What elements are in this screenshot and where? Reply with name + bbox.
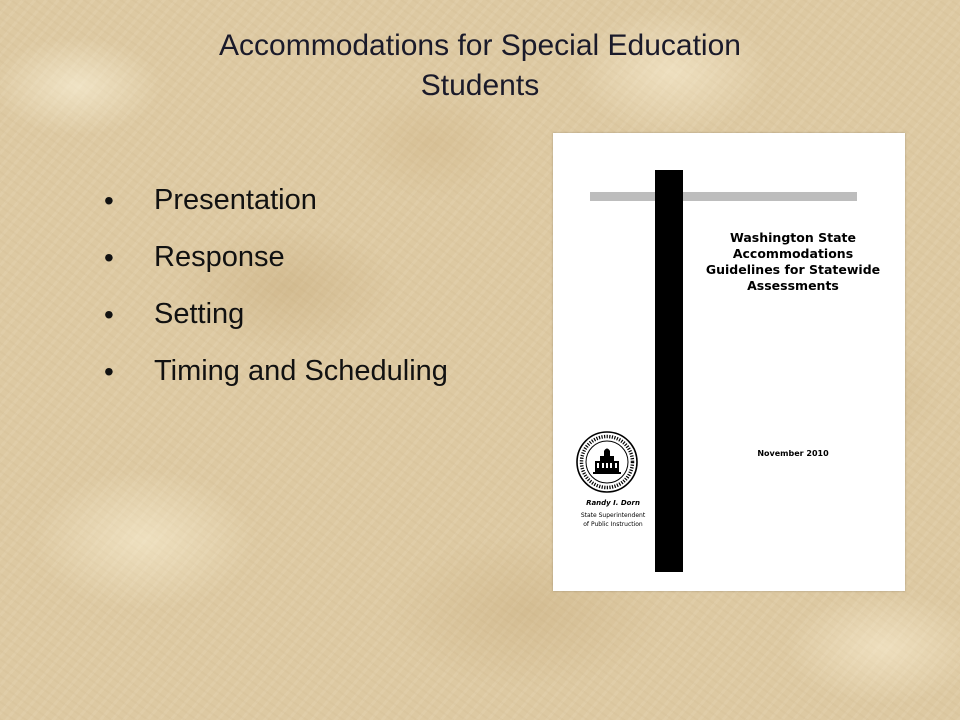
bullet-dot-icon: • [104, 241, 114, 273]
bullet-text: Presentation [154, 184, 317, 216]
document-cover-image [553, 133, 905, 591]
bullet-item [104, 229, 448, 286]
bullet-text: Setting [154, 298, 245, 330]
state-seal-icon [575, 430, 639, 494]
cover-title: Washington State Accommodations Guidelines for Statewide Assessments [705, 230, 881, 293]
bullet-dot-icon: • [104, 184, 114, 216]
signer-title: State Superintendent of Public Instruction [580, 512, 646, 528]
bullet-item [104, 172, 448, 229]
bullet-dot-icon: • [104, 355, 114, 387]
bullet-text: Response [154, 241, 285, 273]
bullet-text: Timing and Scheduling [154, 355, 448, 387]
cover-horizontal-bar [590, 192, 857, 201]
bullet-dot-icon: • [104, 298, 114, 330]
cover-date: November 2010 [757, 449, 829, 458]
cover-vertical-bar [655, 170, 683, 572]
bullet-list [104, 172, 448, 400]
bullet-item [104, 286, 448, 343]
bullet-item [104, 343, 448, 400]
slide-title: Accommodations for Special Education Students [219, 29, 741, 102]
signer-name: Randy I. Dorn [586, 499, 640, 507]
